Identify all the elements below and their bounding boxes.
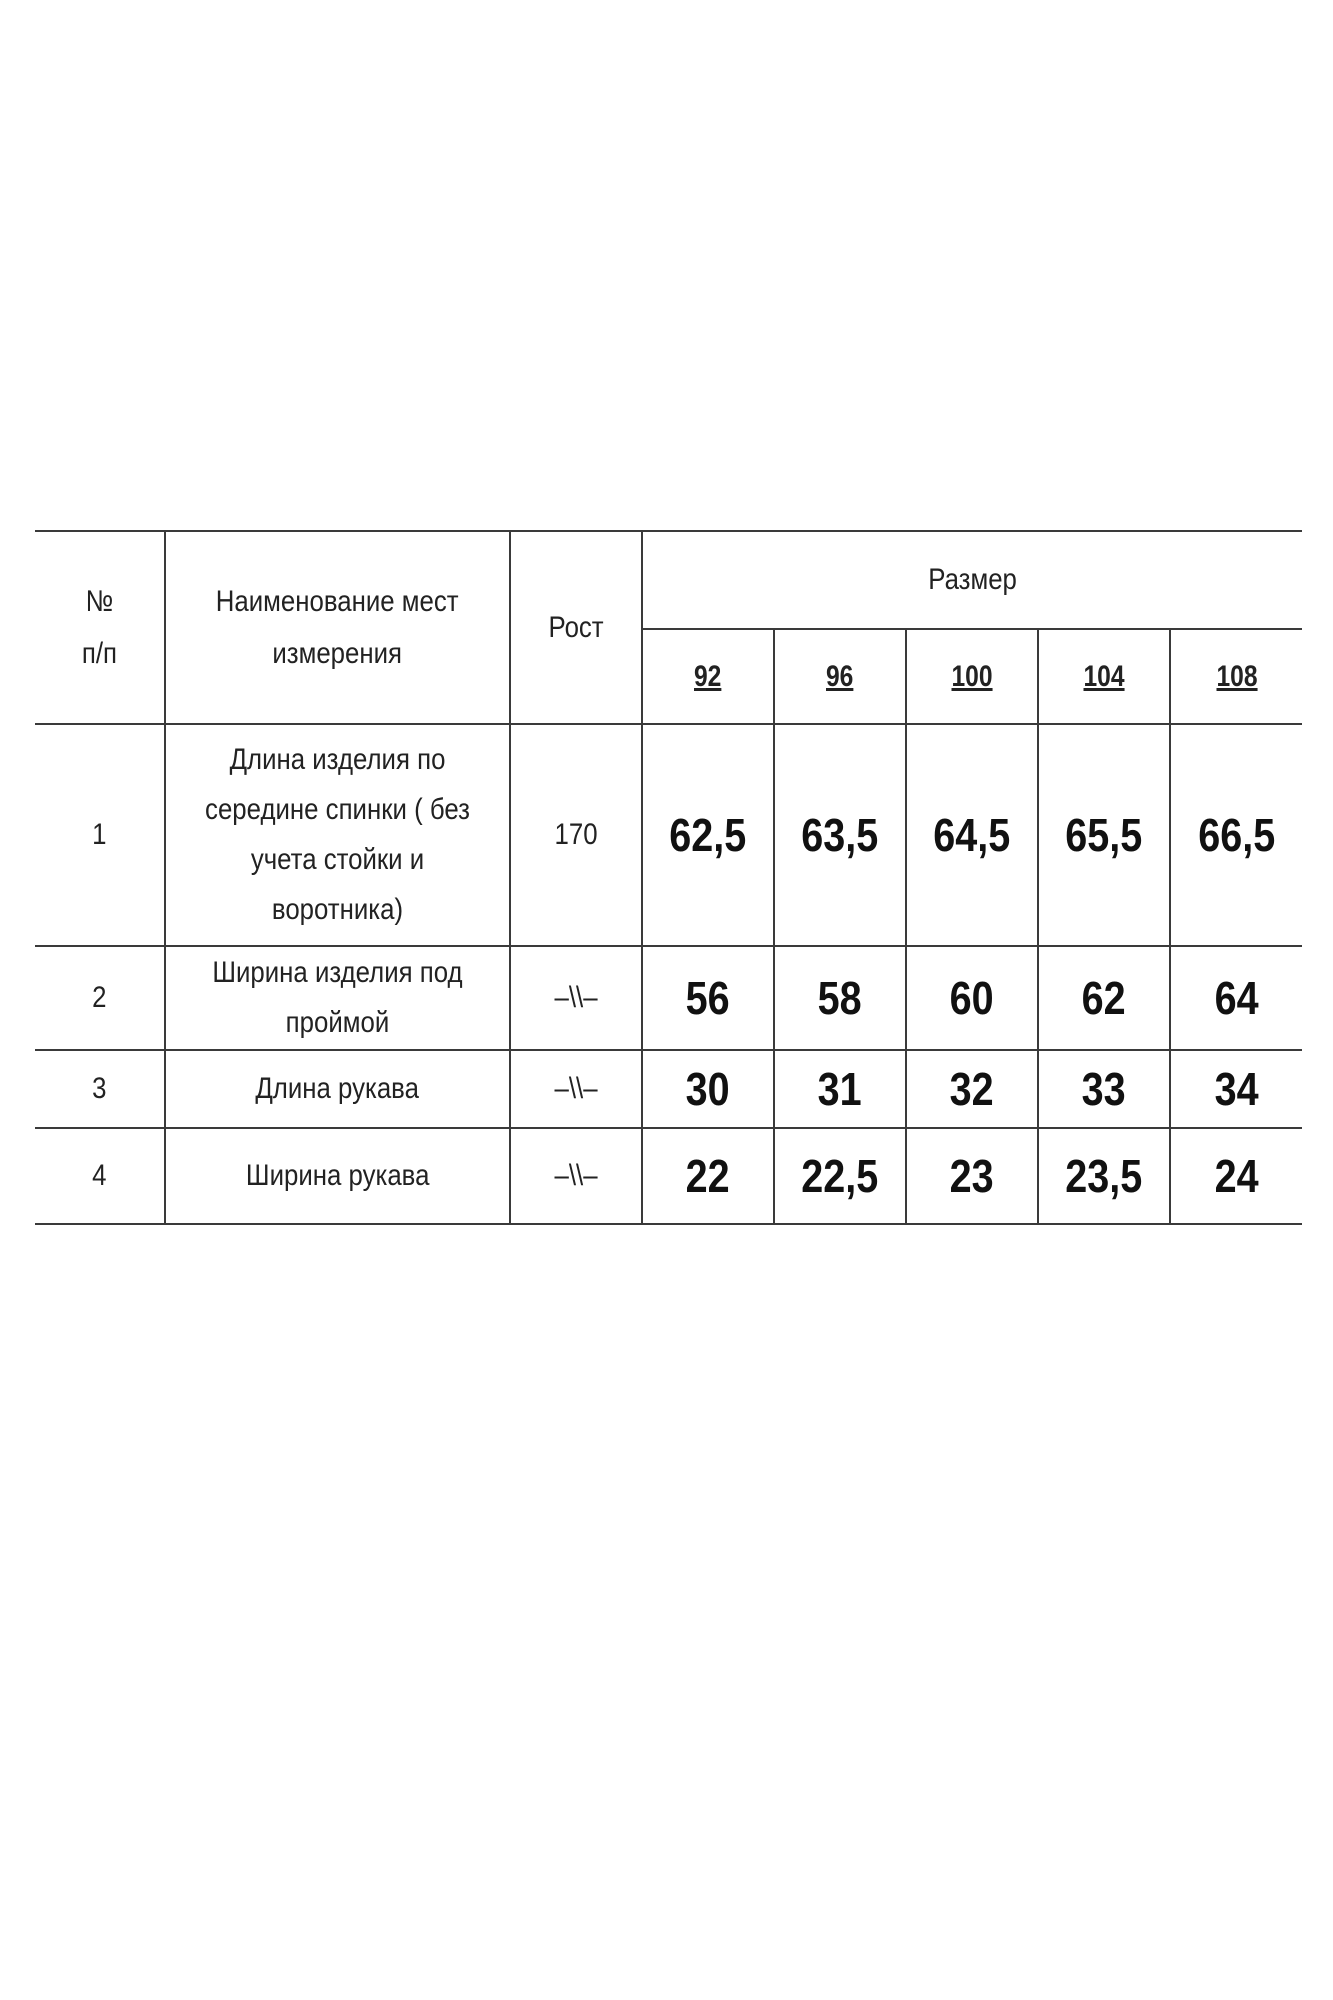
size-chart [35,530,1302,1225]
size-96-label: 96 [826,659,854,693]
measurement-value: 64,5 [933,809,1011,861]
row-name-line: середине спинки ( без [205,793,470,826]
row-name-line: Ширина изделия под [212,956,463,989]
row-name-line: проймой [285,1006,390,1039]
row-name-line: Ширина рукава [245,1159,430,1192]
size-header-cell [906,629,1038,724]
size-108-label: 108 [1216,659,1258,693]
measurement-value: 58 [817,972,862,1024]
row-height: –\\– [554,981,598,1014]
table-row [35,946,1302,1050]
measurement-value: 56 [685,972,730,1024]
row-height: –\\– [554,1159,598,1192]
row-name [256,1064,420,1114]
measurement-value: 30 [685,1063,730,1115]
value-cell [774,1050,906,1128]
col-num-header [35,531,165,724]
measurement-value: 31 [817,1063,862,1115]
col-height-header-label: Рост [548,610,604,644]
row-num: 1 [92,818,107,851]
row-name [246,1151,430,1201]
size-header-cell [1038,629,1170,724]
value-cell [642,1128,774,1224]
row-height: –\\– [554,1072,598,1105]
row-num: 4 [92,1159,107,1192]
value-cell [906,1128,1038,1224]
col-height-header [510,531,642,724]
value-cell [642,724,774,946]
row-name-cell [165,1128,510,1224]
size-table [35,530,1302,1225]
col-name-header-line-2: измерения [272,636,403,670]
value-cell [1170,1050,1302,1128]
row-name [212,948,462,1048]
row-name-line: Длина рукава [255,1072,420,1105]
value-cell [642,946,774,1050]
measurement-value: 64 [1214,972,1259,1024]
value-cell [1038,724,1170,946]
table-row [35,724,1302,946]
row-name-cell [165,724,510,946]
size-100-label: 100 [951,659,993,693]
row-num: 3 [92,1072,107,1105]
row-name-cell [165,946,510,1050]
value-cell [774,1128,906,1224]
measurement-value: 66,5 [1198,809,1276,861]
row-height-cell [510,1128,642,1224]
value-cell [1038,1050,1170,1128]
col-num-header-line-1: № [85,584,114,618]
measurement-value: 22,5 [801,1150,879,1202]
row-num: 2 [92,981,107,1014]
size-104-label: 104 [1083,659,1125,693]
measurement-value: 65,5 [1065,809,1143,861]
measurement-value: 23,5 [1065,1150,1143,1202]
col-name-header-line-1: Наименование мест [216,584,459,618]
measurement-value: 60 [949,972,994,1024]
row-name-line: учета стойки и воротника) [250,843,425,926]
table-row [35,1128,1302,1224]
row-num-cell [35,946,165,1050]
col-num-header-line-2: п/п [81,636,118,670]
value-cell [1038,1128,1170,1224]
value-cell [906,1050,1038,1128]
measurement-value: 63,5 [801,809,879,861]
measurement-value: 33 [1081,1063,1126,1115]
size-header-cell [774,629,906,724]
value-cell [1170,724,1302,946]
row-height-cell [510,946,642,1050]
row-height: 170 [554,818,598,851]
row-height-cell [510,724,642,946]
measurement-value: 62 [1081,972,1126,1024]
value-cell [1170,1128,1302,1224]
size-group-header-label: Размер [928,563,1017,596]
value-cell [774,724,906,946]
measurement-value: 62,5 [669,809,747,861]
row-num-cell [35,724,165,946]
measurement-value: 32 [949,1063,994,1115]
measurement-value: 22 [685,1150,730,1202]
measurement-value: 34 [1214,1063,1259,1115]
size-header-cell [642,629,774,724]
value-cell [1170,946,1302,1050]
size-header-cell [1170,629,1302,724]
value-cell [642,1050,774,1128]
size-92-label: 92 [694,659,722,693]
row-name-cell [165,1050,510,1128]
measurement-value: 23 [949,1150,994,1202]
value-cell [906,946,1038,1050]
row-name-line: Длина изделия по [229,743,446,776]
row-height-cell [510,1050,642,1128]
header-row-top [35,531,1302,629]
table-row [35,1050,1302,1128]
value-cell [1038,946,1170,1050]
row-num-cell [35,1050,165,1128]
value-cell [906,724,1038,946]
value-cell [774,946,906,1050]
row-name [190,735,485,935]
measurement-value: 24 [1214,1150,1259,1202]
size-group-header [642,531,1302,629]
row-num-cell [35,1128,165,1224]
col-name-header [165,531,510,724]
